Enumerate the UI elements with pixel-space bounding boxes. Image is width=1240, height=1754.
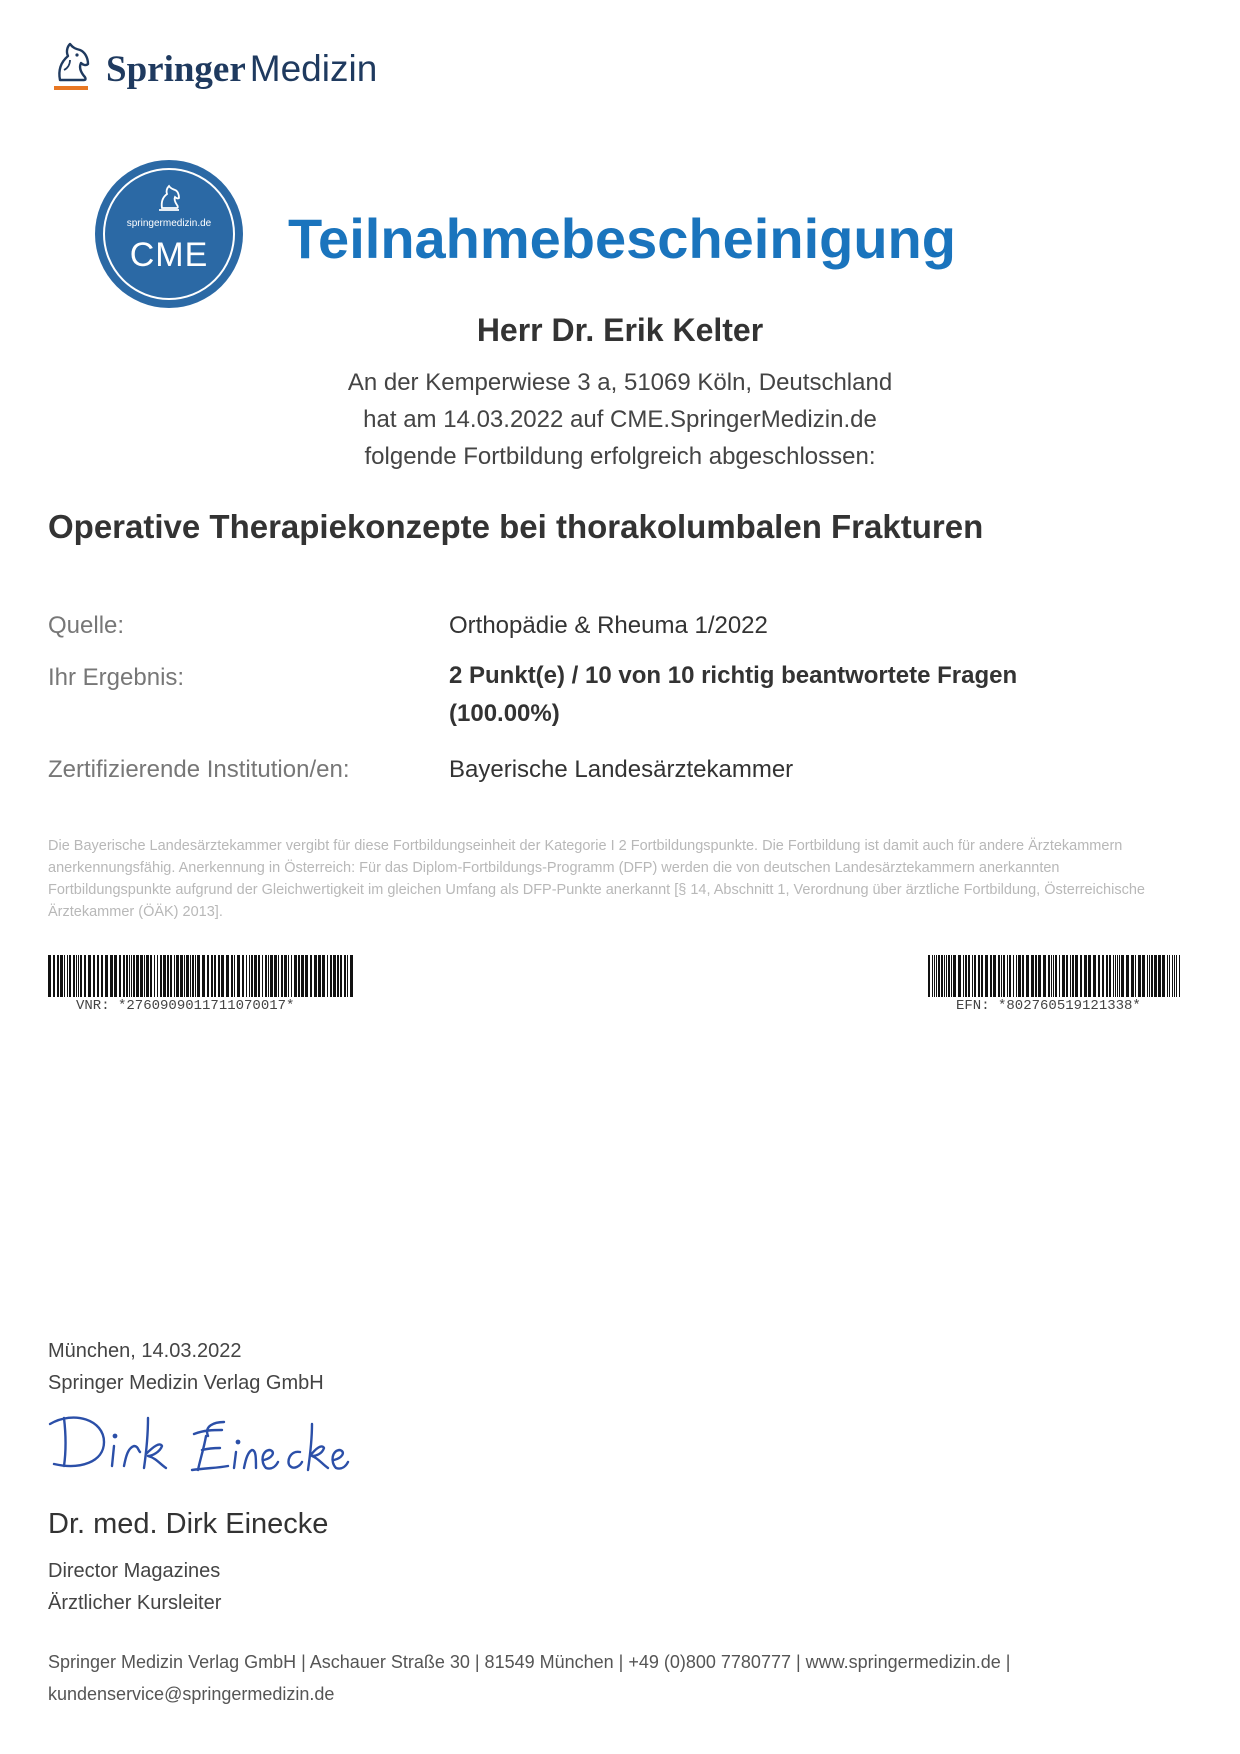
knight-horse-icon <box>157 184 181 212</box>
vnr-barcode <box>48 955 354 997</box>
efn-barcode <box>928 955 1184 997</box>
brand-name: Springer <box>106 49 246 90</box>
company-name: Springer Medizin Verlag GmbH <box>48 1372 324 1394</box>
result-value: 2 Punkt(e) / 10 von 10 richtig beantwortete Fragen (100.00%) <box>449 662 1018 727</box>
course-title: Operative Therapiekonzepte bei thorakolumbalen Frakturen <box>48 508 984 545</box>
springer-medizin-logo <box>48 40 408 96</box>
recipient-address: An der Kemperwiese 3 a, 51069 Köln, Deutschland <box>347 369 893 396</box>
signer-name: Dr. med. Dirk Einecke <box>48 1508 329 1540</box>
recipient-name: Herr Dr. Erik Kelter <box>476 312 764 348</box>
badge-url: springermedizin.de <box>126 218 212 229</box>
signer-role-secondary: Ärztlicher Kursleiter <box>48 1592 222 1614</box>
handwritten-signature <box>44 1400 384 1490</box>
institution-label: Zertifizierende Institution/en: <box>48 756 350 783</box>
accreditation-fine-print: Die Bayerische Landesärztekammer vergibt für diese Fortbildungseinheit der Kategorie I 2 Fortbildungspunkte. Die Fortbildung ist damit auch für andere Ärztekammern anerkennungsfähig. Anerkennung in Österreich: Für das Diplom-Fortbildungs-Programm (DFP) werden die von deutschen Landesärztekammern anerkannten Fortbildungspunkte aufgrund der Gleichwertigkeit im gleichen Umfang als DFP-Punkte anerkannt [§ 14, Abschnitt 1, Verordnung über ärztliche Fortbildung, Österreichische Ärztekammer (ÖÄK) 2013]. <box>48 838 1145 920</box>
vnr-number: VNR: *2760909011711070017* <box>76 998 295 1014</box>
footer-email: kundenservice@springermedizin.de <box>48 1684 335 1704</box>
institution-value: Bayerische Landesärztekammer <box>449 756 794 783</box>
signer-role: Director Magazines <box>48 1560 221 1582</box>
completion-date-line: hat am 14.03.2022 auf CME.SpringerMedizin.de <box>363 406 877 433</box>
brand-sub: Medizin <box>249 48 378 89</box>
knight-horse-icon <box>48 40 94 96</box>
badge-label: CME <box>129 236 209 274</box>
source-value: Orthopädie & Rheuma 1/2022 <box>449 612 768 639</box>
footer-contact: Springer Medizin Verlag GmbH | Aschauer Straße 30 | 81549 München | +49 (0)800 7780777 | www.springermedizin.de | <box>48 1652 1011 1672</box>
completion-statement: folgende Fortbildung erfolgreich abgeschlossen: <box>364 443 876 470</box>
cme-badge <box>95 160 243 308</box>
result-label: Ihr Ergebnis: <box>48 664 185 691</box>
place-date: München, 14.03.2022 <box>48 1340 242 1362</box>
source-label: Quelle: <box>48 612 125 639</box>
page-title: Teilnahmebescheinigung <box>288 207 956 270</box>
efn-number: EFN: *802760519121338* <box>956 998 1141 1014</box>
brand-wordmark <box>106 48 377 91</box>
